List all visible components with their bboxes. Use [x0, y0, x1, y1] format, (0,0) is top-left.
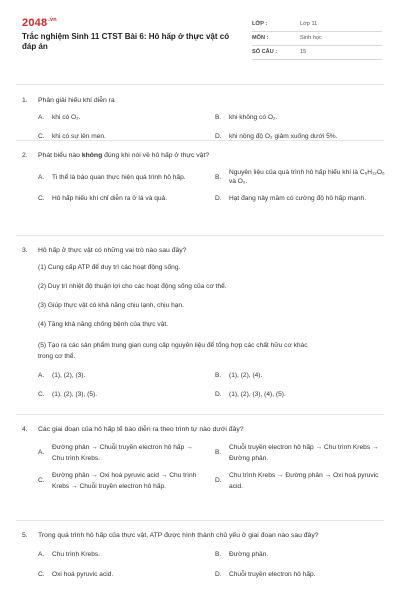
option-c[interactable]: C. Đường phân → Oxi hoá pyruvic acid → Chu trình Krebs → Chuỗi truyền electron hô hấp. — [38, 472, 197, 490]
option-a[interactable]: A. (1), (2), (3). — [38, 371, 86, 379]
statement: (5) Tạo ra các sản phẩm trung gian cung cấp nguyên liệu để tổng hợp các chất hữu cơ khác trong cơ thể. — [38, 341, 308, 361]
question-text: Trong quá trình hô hấp của thực vật, ATP được hình thành chủ yếu ở giai đoạn nào sau đây? — [38, 532, 319, 539]
option-d[interactable]: D. Chuỗi truyền electron hô hấp. — [215, 571, 316, 579]
question-2 — [22, 151, 384, 235]
question-number: 1. — [22, 97, 28, 104]
statement: (2) Duy trì nhiệt độ thuận lợi cho các hoạt động sống của cơ thể. — [38, 283, 227, 291]
question-number: 4. — [22, 426, 28, 433]
options — [22, 443, 384, 492]
statement: (3) Giúp thực vật có khả năng chịu lạnh, chịu hạn. — [38, 301, 184, 309]
question-title — [22, 96, 384, 105]
question-list — [22, 96, 384, 591]
question-title — [22, 246, 384, 255]
question-text: Phát biểu nào không đúng khi nói về hô hấp ở thực vật? — [38, 152, 210, 159]
question-title — [22, 531, 384, 540]
question-title — [22, 425, 384, 434]
question-number: 3. — [22, 247, 28, 254]
options — [22, 169, 384, 204]
option-d[interactable]: D. khi nồng độ O₂ giảm xuống dưới 5%. — [215, 133, 338, 141]
question-number: 2. — [22, 152, 28, 159]
option-d[interactable]: D. (1), (2), (3), (4), (5). — [215, 390, 286, 398]
question-4 — [22, 425, 384, 520]
option-a[interactable]: A. Ti thể là bào quan thực hiện quá trình hô hấp. — [38, 173, 186, 181]
question-3 — [22, 246, 384, 414]
options — [22, 114, 384, 142]
question-title — [22, 151, 384, 160]
meta-value: Sinh học — [300, 34, 322, 41]
header-divider — [16, 84, 384, 85]
meta-key: MÔN : — [252, 34, 269, 41]
document-header — [22, 14, 382, 68]
question-number: 5. — [22, 532, 28, 539]
option-d[interactable]: D. Chu trình Krebs → Đường phân → Oxi hoá pyruvic acid. — [215, 472, 379, 490]
option-a[interactable]: A. Đường phân → Chuỗi truyền electron hô hấp → Chu trình Krebs. — [38, 444, 193, 462]
option-c[interactable]: C. khi có sự lên men. — [38, 133, 106, 141]
statement: (4) Tăng khả năng chống bệnh của thực vật. — [38, 320, 169, 328]
options — [22, 372, 384, 400]
options — [22, 551, 384, 580]
question-divider — [16, 414, 384, 415]
meta-key: SỐ CÂU : — [252, 48, 278, 55]
option-b[interactable]: B. Đường phân. — [215, 551, 269, 559]
option-c[interactable]: C. Oxi hoá pyruvic acid. — [38, 571, 114, 579]
question-divider — [16, 235, 384, 236]
statement: (1) Cung cấp ATP để duy trì các hoạt động sống. — [38, 264, 181, 272]
meta-info — [252, 18, 382, 60]
question-1 — [22, 96, 384, 140]
option-a[interactable]: A. khi có O₂. — [38, 114, 81, 122]
meta-value: 15 — [300, 48, 307, 55]
question-5 — [22, 531, 384, 591]
question-divider — [16, 520, 384, 521]
option-b[interactable]: B. Chuỗi truyền electron hô hấp → Chu trình Krebs → Đường phân. — [215, 444, 379, 462]
meta-row-count — [252, 46, 382, 60]
option-d[interactable]: D. Hạt đang nảy mầm có cường độ hô hấp mạnh. — [215, 194, 367, 202]
meta-key: LỚP : — [252, 20, 268, 27]
question-text: Hô hấp ở thực vật có những vai trò nào sau đây? — [38, 247, 187, 254]
question-text: Các giai đoạn của hô hấp tế bào diễn ra theo trình tự nào dưới đây? — [38, 426, 244, 433]
question-text: Phân giải hiếu khí diễn ra — [38, 97, 115, 104]
option-b[interactable]: B. (1), (2), (4). — [215, 371, 263, 379]
site-logo[interactable]: $2048^{.vn}$ — [22, 17, 57, 29]
option-b[interactable]: B. khi không có O₂. — [215, 114, 278, 122]
meta-row-subject — [252, 32, 382, 46]
meta-row-class — [252, 18, 382, 32]
option-a[interactable]: A. Chu trình Krebs. — [38, 551, 101, 559]
option-c[interactable]: C. Hô hấp hiếu khí chỉ diễn ra ở lá và quả. — [38, 194, 168, 202]
option-b[interactable]: B. Nguyên liệu của quá trình hô hấp hiếu khí là C₆H₁₂O₆ và O₂. — [215, 169, 385, 186]
option-c[interactable]: C. (1), (2), (3), (5). — [38, 390, 98, 398]
meta-value: Lớp 11 — [300, 20, 318, 27]
page-title: Trắc nghiệm Sinh 11 CTST Bài 6: Hô hấp ở thực vật có đáp án — [22, 32, 230, 52]
